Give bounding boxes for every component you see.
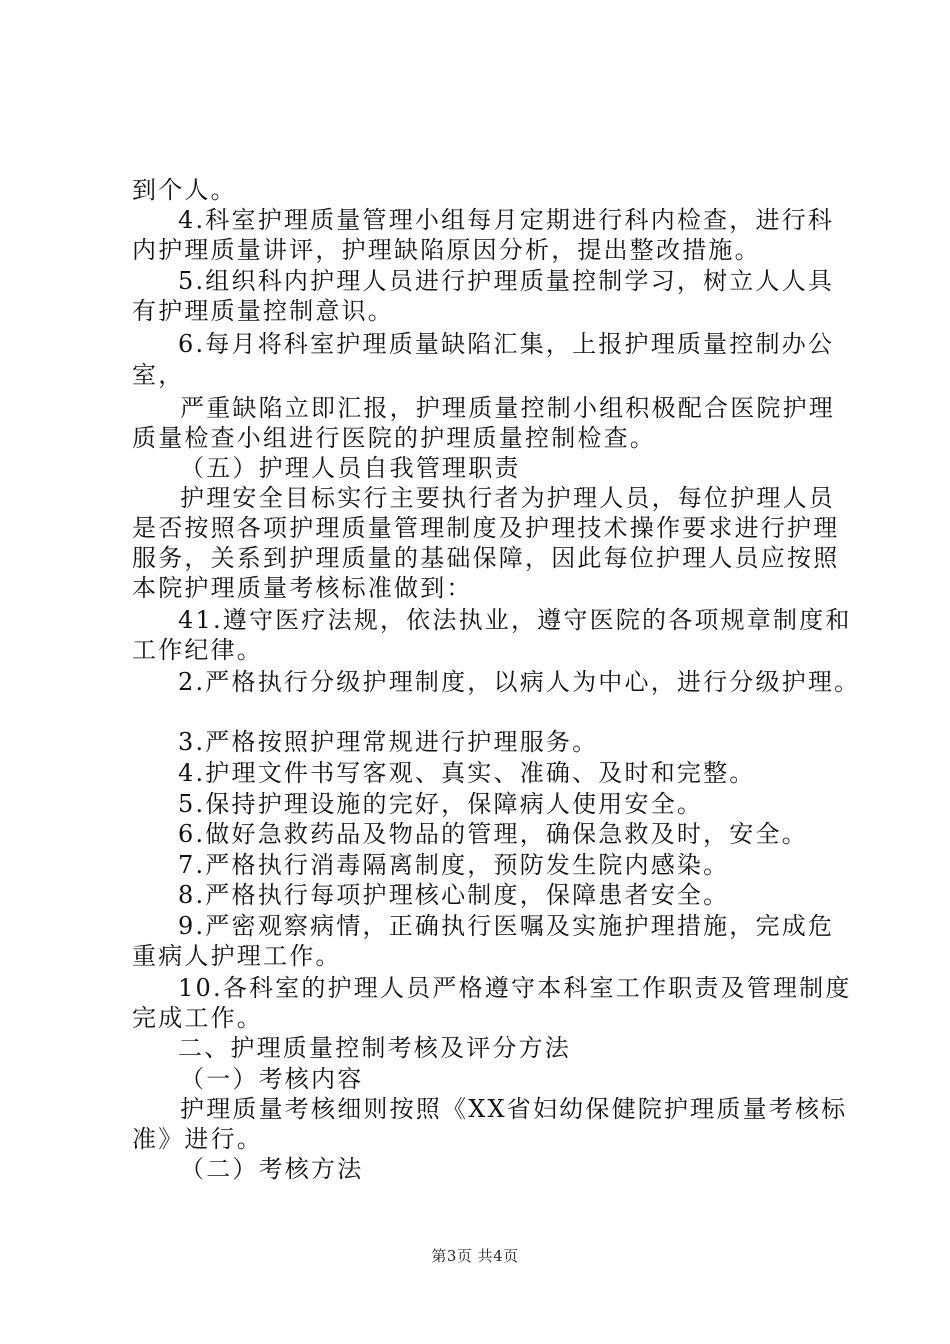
text-line: 4.护理文件书写客观、真实、准确、及时和完整。: [178, 759, 756, 787]
text-line: 质量检查小组进行医院的护理质量控制检查。: [132, 424, 656, 452]
text-line: 重病人护理工作。: [132, 942, 342, 970]
section-heading: （一）考核内容: [180, 1065, 364, 1093]
text-line: 护理质量考核细则按照《XX省妇幼保健院护理质量考核标: [180, 1095, 848, 1123]
text-line: 4.科室护理质量管理小组每月定期进行科内检查，进行科: [178, 206, 835, 234]
text-line: 本院护理质量考核标准做到：: [132, 574, 473, 602]
text-line: 准》进行。: [132, 1125, 263, 1153]
page-number: 第3页 共4页: [431, 1247, 519, 1265]
text-line: 是否按照各项护理质量管理制度及护理技术操作要求进行护理: [132, 514, 840, 542]
text-line: 9.严密观察病情，正确执行医嘱及实施护理措施，完成危: [178, 912, 835, 940]
text-line: 5.组织科内护理人员进行护理质量控制学习，树立人人具: [178, 267, 835, 295]
text-line: 2.严格执行分级护理制度，以病人为中心，进行分级护理。: [178, 668, 861, 696]
text-line: 10.各科室的护理人员严格遵守本科室工作职责及管理制度: [178, 974, 852, 1002]
text-line: 完成工作。: [132, 1004, 263, 1032]
section-heading: 二、护理质量控制考核及评分方法: [178, 1034, 571, 1062]
text-line: 6.做好急救药品及物品的管理，确保急救及时，安全。: [178, 820, 808, 848]
text-line: 有护理质量控制意识。: [132, 297, 394, 325]
text-line: 6.每月将科室护理质量缺陷汇集，上报护理质量控制办公: [178, 330, 835, 358]
text-line: 工作纪律。: [132, 636, 263, 664]
section-heading: （二）考核方法: [180, 1155, 364, 1183]
text-line: 7.严格执行消毒隔离制度，预防发生院内感染。: [178, 851, 730, 879]
text-line: 8.严格执行每项护理核心制度，保障患者安全。: [178, 881, 730, 909]
section-heading: （五）护理人员自我管理职责: [180, 454, 521, 482]
text-line: 3.严格按照护理常规进行护理服务。: [178, 728, 599, 756]
text-line: 护理安全目标实行主要执行者为护理人员，每位护理人员: [180, 484, 835, 512]
text-line: 室，: [132, 361, 185, 389]
text-line: 到个人。: [132, 176, 237, 204]
text-line: 服务，关系到护理质量的基础保障，因此每位护理人员应按照: [132, 544, 840, 572]
text-line: 5.保持护理设施的完好，保障病人使用安全。: [178, 790, 704, 818]
text-line: 内护理质量讲评，护理缺陷原因分析，提出整改措施。: [132, 236, 761, 264]
text-line: 严重缺陷立即汇报，护理质量控制小组积极配合医院护理: [180, 394, 835, 422]
text-line: 41.遵守医疗法规，依法执业，遵守医院的各项规章制度和: [178, 606, 852, 634]
